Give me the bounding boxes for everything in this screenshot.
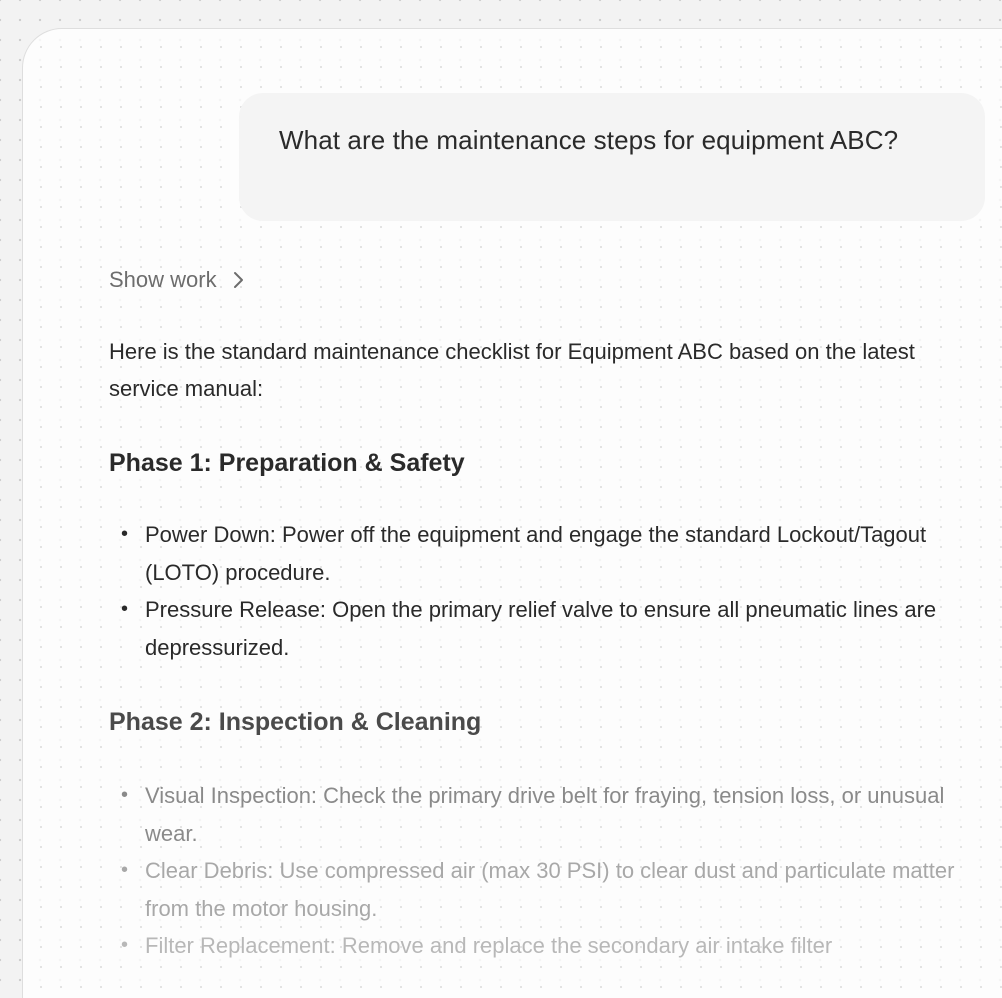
- list-item: [109, 591, 979, 666]
- assistant-response: [109, 333, 979, 965]
- response-intro: Here is the standard maintenance checklist for Equipment ABC based on the latest service manual:: [109, 339, 915, 401]
- list-item: [109, 516, 979, 591]
- list-item-text: Pressure Release: Open the primary relief valve to ensure all pneumatic lines are depressurized.: [145, 597, 937, 660]
- list-item-text: Filter Replacement: Remove and replace the secondary air intake filter: [145, 933, 833, 958]
- list-item-text: Clear Debris: Use compressed air (max 30 PSI) to clear dust and particulate matter from the motor housing.: [145, 858, 955, 921]
- phase-1-heading: Phase 1: Preparation & Safety: [109, 449, 465, 477]
- show-work-button[interactable]: [109, 267, 245, 293]
- bullet-icon: •: [121, 598, 129, 620]
- phase-1-list: [109, 516, 979, 666]
- chevron-right-icon: [233, 271, 245, 289]
- list-item-text: Power Down: Power off the equipment and engage the standard Lockout/Tagout (LOTO) procedure.: [145, 522, 927, 585]
- phase-2-list: [109, 777, 979, 965]
- show-work-label: Show work: [109, 267, 217, 292]
- chat-panel: [22, 28, 1002, 998]
- list-item-text: Visual Inspection: Check the primary drive belt for fraying, tension loss, or unusual wear.: [145, 783, 945, 846]
- list-item: [109, 927, 979, 965]
- bullet-icon: •: [121, 523, 129, 545]
- bullet-icon: •: [121, 934, 129, 956]
- bullet-icon: •: [121, 859, 129, 881]
- user-message-text: What are the maintenance steps for equipment ABC?: [279, 125, 899, 155]
- list-item: [109, 852, 979, 927]
- phase-2-heading: Phase 2: Inspection & Cleaning: [109, 708, 482, 736]
- list-item: [109, 777, 979, 852]
- bullet-icon: •: [121, 784, 129, 806]
- user-message-bubble: [239, 93, 985, 221]
